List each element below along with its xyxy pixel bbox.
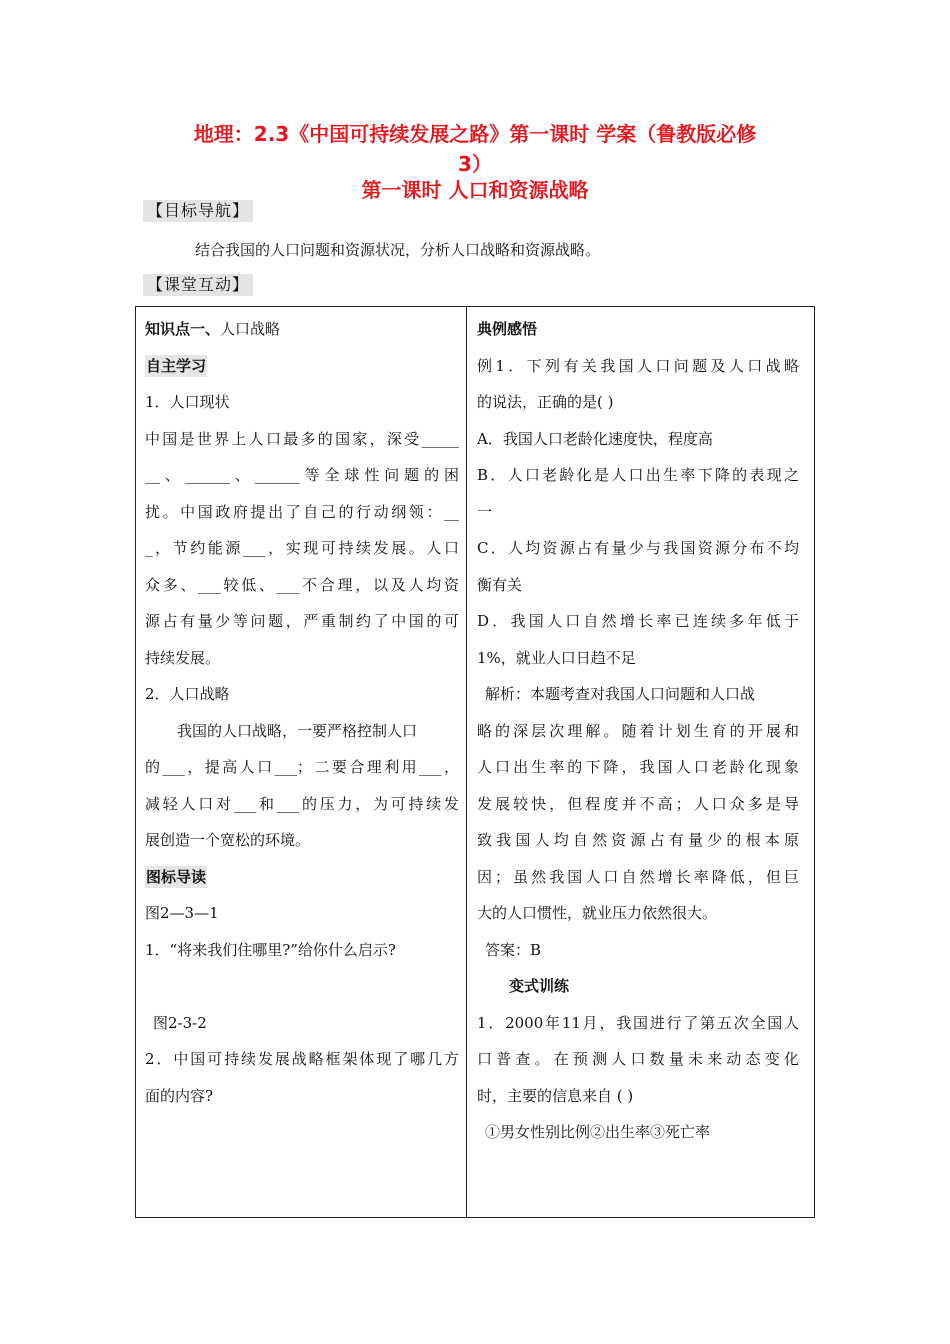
option-line: A．我国人口老龄化速度快，程度高	[477, 429, 713, 448]
p2-line: 展创造一个宽松的环境。	[145, 831, 311, 849]
p1-line: 众多、___较低、___不合理，以及人均资	[145, 575, 459, 594]
figure-label-2: 图2-3-2	[153, 1013, 207, 1032]
question-2-line: 2．中国可持续发展战略框架体现了哪几方	[145, 1050, 459, 1068]
analysis-line: 大的人口惯性，就业压力依然很大。	[477, 904, 718, 922]
p2-line: 减轻人口对___和___的压力，为可持续发	[145, 794, 459, 813]
knowledge-point-heading	[145, 311, 459, 348]
option-line: 衡有关	[477, 575, 523, 594]
p2-line: 我国的人口战略，一要严格控制人口	[177, 721, 418, 740]
option-line: C．人均资源占有量少与我国资源分布不均	[477, 539, 799, 557]
knowledge-point-label: 知识点一、	[145, 320, 221, 338]
analysis-line: 解析：本题考查对我国人口问题和人口战	[485, 685, 756, 703]
p1-line: __、______、______等全球性问题的困	[145, 466, 459, 484]
analysis-line: 致我国人均自然资源占有量少的根本原	[477, 831, 799, 849]
option-line: D．我国人口自然增长率已连续多年低于	[477, 612, 799, 630]
option-line: 一	[477, 502, 493, 521]
question-2-line: 面的内容?	[145, 1086, 214, 1105]
p2-line: 的___，提高人口___；二要合理利用___，	[145, 758, 459, 776]
figure-label-1: 图2—3—1	[145, 904, 219, 922]
page-title-line2: 3）	[458, 152, 492, 176]
map-guide-heading: 图标导读	[146, 867, 207, 886]
variant-options: ①男女性别比例②出生率③死亡率	[485, 1123, 711, 1141]
map-guide-row	[145, 859, 459, 896]
analysis-line: 因；虽然我国人口自然增长率降低，但巨	[477, 867, 799, 886]
analysis-line: 人口出生率的下降，我国人口老龄化现象	[477, 758, 799, 776]
p1-line: _，节约能源___，实现可持续发展。人口	[145, 539, 459, 557]
question-1: 1．“将来我们住哪里?”给你什么启示?	[145, 940, 396, 959]
variant-line: 1．2000年11月，我国进行了第五次全国人	[477, 1013, 799, 1032]
variant-line: 时，主要的信息来自 ( )	[477, 1086, 634, 1105]
example-heading: 典例感悟	[477, 320, 538, 338]
analysis-line: 发展较快，但程度并不高；人口众多是导	[477, 794, 799, 813]
analysis-line: 略的深层次理解。随着计划生育的开展和	[477, 721, 799, 740]
p1-line: 扰。中国政府提出了自己的行动纲领：__	[145, 502, 459, 521]
example-line: 例1．下列有关我国人口问题及人口战略	[477, 356, 799, 375]
p1-line: 源占有量少等问题，严重制约了中国的可	[145, 612, 459, 630]
column-divider	[466, 307, 467, 1217]
page-title-line1: 地理：2.3《中国可持续发展之路》第一课时 学案（鲁教版必修	[193, 122, 757, 146]
answer: 答案：B	[485, 940, 542, 959]
p2-heading: 2．人口战略	[145, 685, 230, 703]
option-line: B．人口老龄化是人口出生率下降的表现之	[477, 466, 799, 484]
left-column	[145, 311, 459, 1114]
knowledge-point-topic: 人口战略	[220, 320, 281, 338]
variant-line: 口普查。在预测人口数量未来动态变化	[477, 1050, 799, 1068]
content-table	[135, 306, 815, 1218]
right-column	[477, 311, 799, 1151]
self-study-row	[145, 348, 459, 385]
goal-text: 结合我国的人口问题和资源状况，分析人口战略和资源战略。	[195, 241, 601, 259]
example-line: 的说法，正确的是( )	[477, 393, 614, 411]
self-study-heading: 自主学习	[146, 356, 207, 375]
option-line: 1%，就业人口日趋不足	[477, 648, 636, 667]
blank-space	[145, 968, 459, 1005]
p1-line: 中国是世界上人口最多的国家，深受_____	[145, 429, 459, 448]
page-subtitle: 第一课时 人口和资源战略	[361, 178, 589, 202]
p1-line: 持续发展。	[145, 648, 221, 667]
variant-heading: 变式训练	[509, 977, 570, 995]
goal-label: 【目标导航】	[143, 200, 253, 222]
interact-label: 【课堂互动】	[143, 274, 253, 296]
p1-heading: 1．人口现状	[145, 393, 230, 411]
